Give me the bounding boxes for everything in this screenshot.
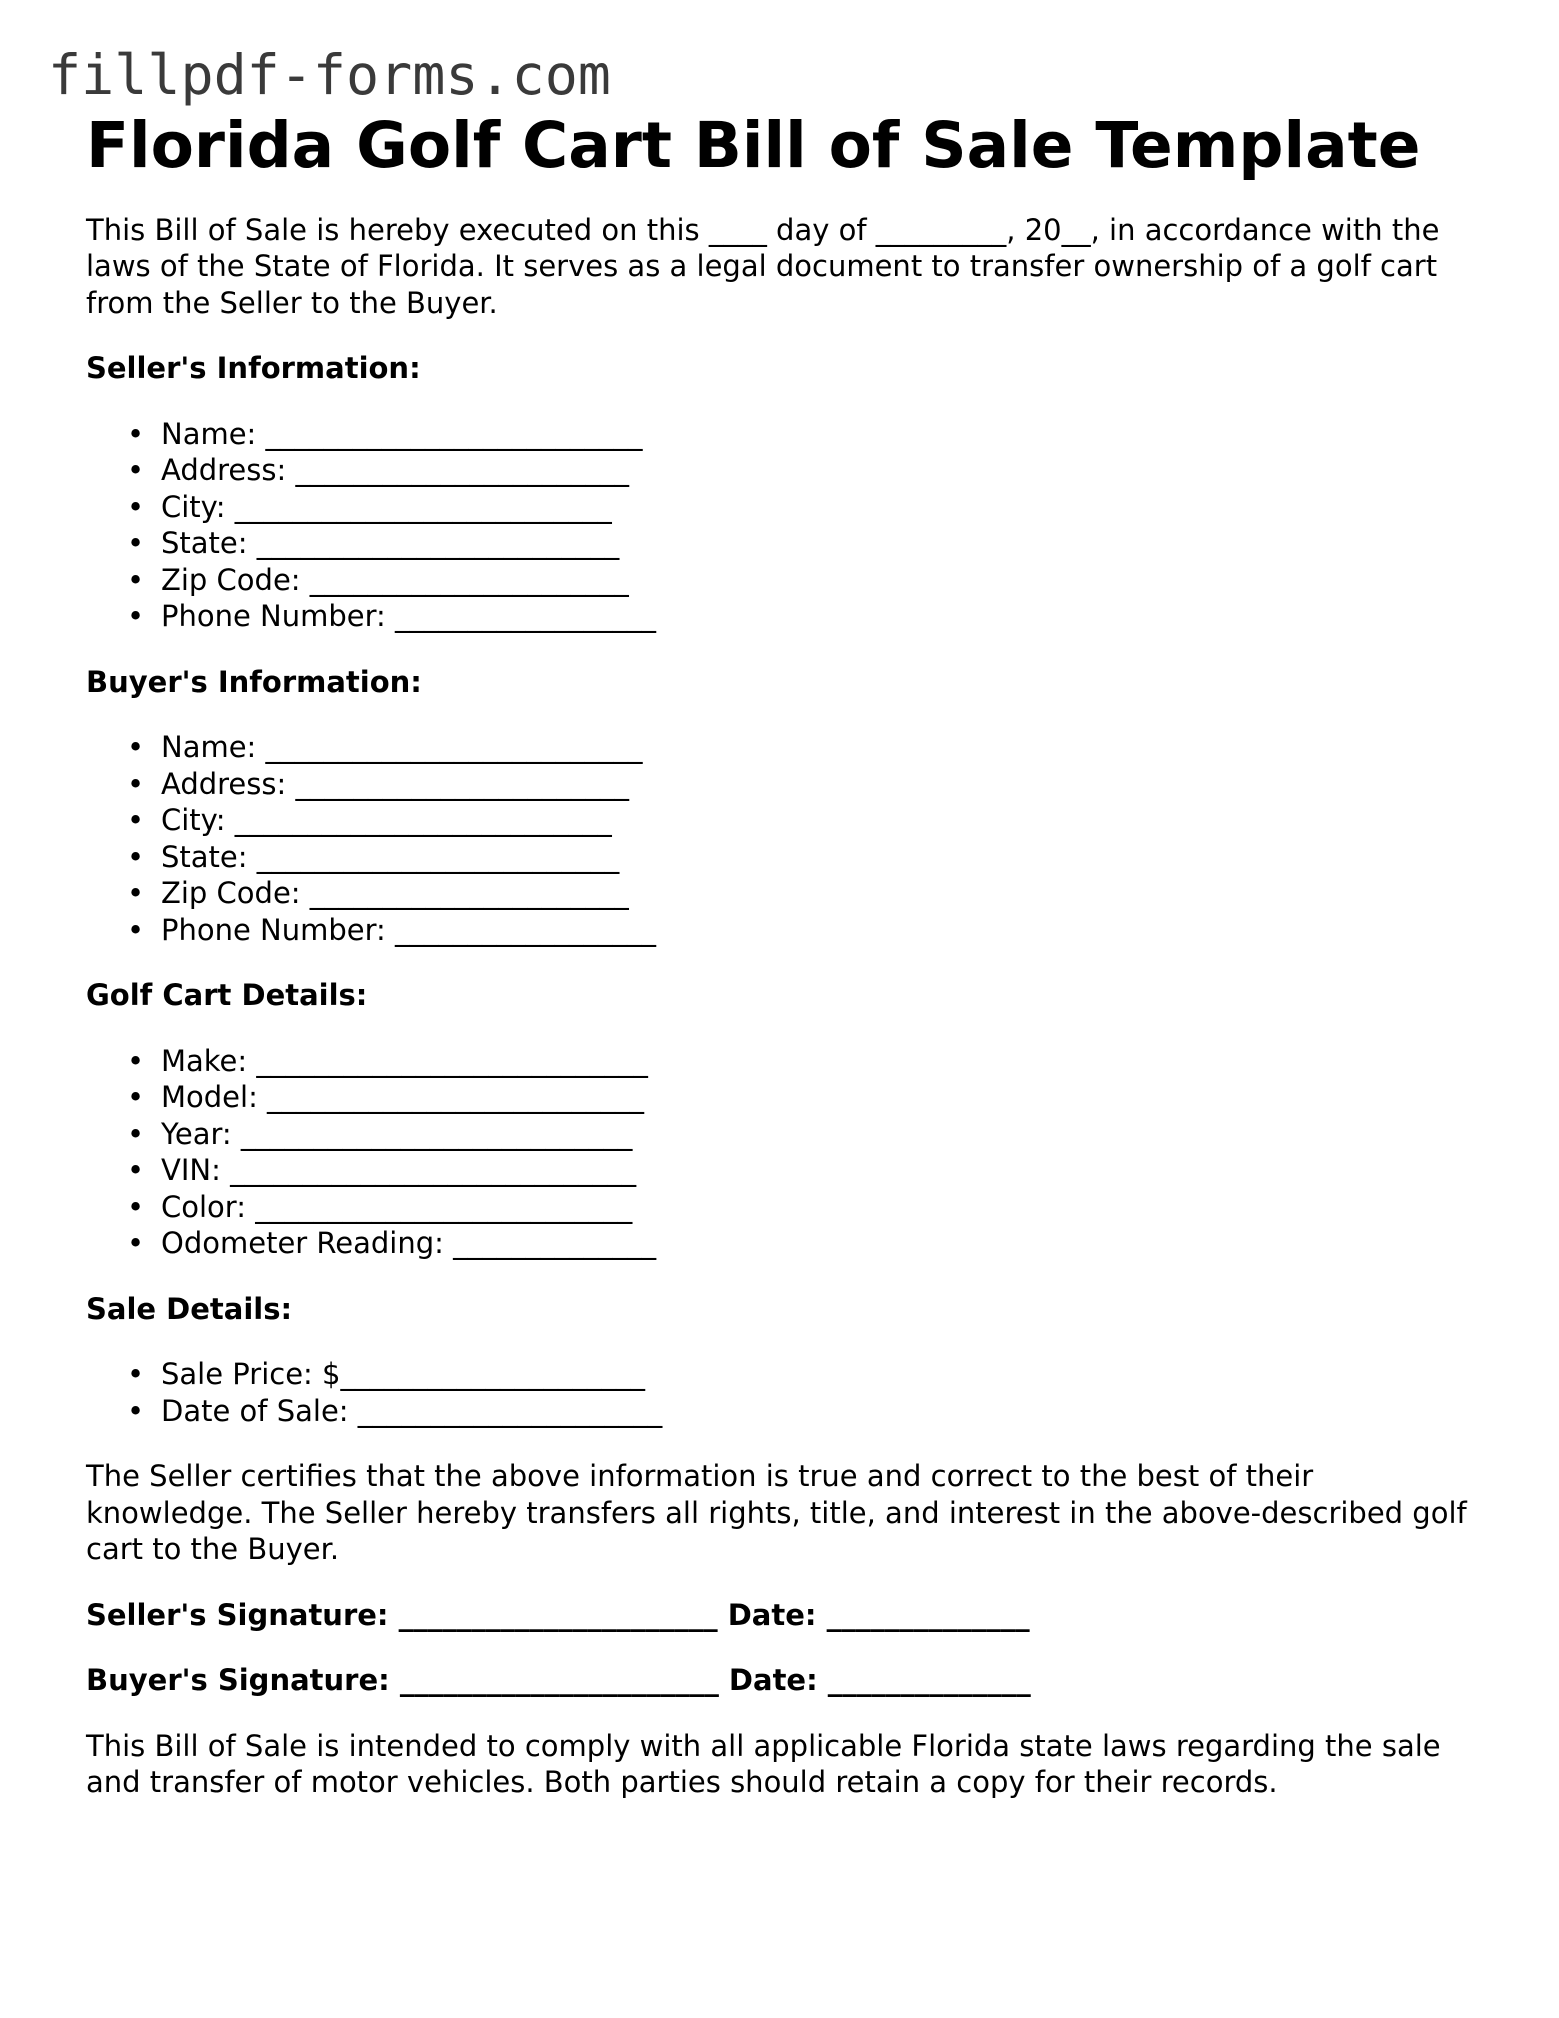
seller-phone-field[interactable]: • Phone Number: __________________ — [127, 599, 657, 634]
seller-signature-line[interactable]: Seller's Signature: ______________________ Date: ______________ — [86, 1597, 1030, 1632]
seller-info-list — [86, 416, 1486, 635]
seller-info-heading: Seller's Information: — [86, 351, 421, 386]
buyer-city-field[interactable]: • City: __________________________ — [127, 803, 612, 838]
sale-date-field[interactable]: • Date of Sale: _____________________ — [127, 1393, 663, 1428]
bullet-icon: • — [127, 416, 145, 451]
bullet-icon: • — [127, 912, 145, 947]
buyer-address-field[interactable]: • Address: _______________________ — [127, 766, 629, 801]
buyer-name-field[interactable]: • Name: __________________________ — [127, 730, 643, 765]
cart-details-heading: Golf Cart Details: — [86, 978, 368, 1013]
certification-paragraph: The Seller certifies that the above information is true and correct to the best of their knowledge. The Seller hereby transfers all rights, title, and interest in the above-described golf cart to the Buyer. — [86, 1459, 1467, 1567]
seller-name-field[interactable]: • Name: __________________________ — [127, 416, 643, 451]
bullet-icon: • — [127, 526, 145, 561]
sale-details-list — [86, 1356, 1486, 1429]
seller-city-field[interactable]: • City: __________________________ — [127, 489, 612, 524]
bullet-icon: • — [127, 1153, 145, 1188]
cart-model-field[interactable]: • Model: __________________________ — [127, 1080, 645, 1115]
sale-price-field[interactable]: • Sale Price: $_____________________ — [127, 1357, 645, 1392]
buyer-state-field[interactable]: • State: _________________________ — [127, 839, 620, 874]
seller-address-field[interactable]: • Address: _______________________ — [127, 453, 629, 488]
bullet-icon: • — [127, 1393, 145, 1428]
watermark: fillpdf-forms.com — [48, 43, 611, 107]
cart-year-field[interactable]: • Year: ___________________________ — [127, 1116, 633, 1151]
cart-color-field[interactable]: • Color: __________________________ — [127, 1189, 633, 1224]
bullet-icon: • — [127, 766, 145, 801]
intro-paragraph: This Bill of Sale is hereby executed on this ____ day of _________, 20__, in accordance with the laws of the State of Florida. It serves as a legal document to transfer ownership of a golf cart from the Seller to the Buyer. — [86, 212, 1440, 320]
cart-details-list — [86, 1043, 1486, 1262]
cart-vin-field[interactable]: • VIN: ____________________________ — [127, 1153, 637, 1188]
bullet-icon: • — [127, 562, 145, 597]
buyer-info-heading: Buyer's Information: — [86, 664, 422, 699]
bullet-icon: • — [127, 453, 145, 488]
page-title: Florida Golf Cart Bill of Sale Template — [86, 109, 1421, 182]
seller-state-field[interactable]: • State: _________________________ — [127, 526, 620, 561]
buyer-phone-field[interactable]: • Phone Number: __________________ — [127, 912, 657, 947]
bullet-icon: • — [127, 599, 145, 634]
cart-odometer-field[interactable]: • Odometer Reading: ______________ — [127, 1226, 657, 1261]
bullet-icon: • — [127, 1116, 145, 1151]
bullet-icon: • — [127, 876, 145, 911]
closing-paragraph: This Bill of Sale is intended to comply with all applicable Florida state laws regarding the sale and transfer of motor vehicles. Both parties should retain a copy for their records. — [86, 1728, 1441, 1800]
buyer-zip-field[interactable]: • Zip Code: ______________________ — [127, 876, 629, 911]
bullet-icon: • — [127, 1043, 145, 1078]
buyer-info-list — [86, 729, 1486, 948]
cart-make-field[interactable]: • Make: ___________________________ — [127, 1043, 648, 1078]
bullet-icon: • — [127, 730, 145, 765]
bullet-icon: • — [127, 489, 145, 524]
bullet-icon: • — [127, 1189, 145, 1224]
buyer-signature-line[interactable]: Buyer's Signature: ______________________ Date: ______________ — [86, 1663, 1031, 1698]
document-body — [86, 108, 1486, 1801]
bullet-icon: • — [127, 1080, 145, 1115]
seller-zip-field[interactable]: • Zip Code: ______________________ — [127, 562, 629, 597]
sale-details-heading: Sale Details: — [86, 1291, 293, 1326]
bullet-icon: • — [127, 1226, 145, 1261]
bullet-icon: • — [127, 839, 145, 874]
bullet-icon: • — [127, 803, 145, 838]
bullet-icon: • — [127, 1357, 145, 1392]
